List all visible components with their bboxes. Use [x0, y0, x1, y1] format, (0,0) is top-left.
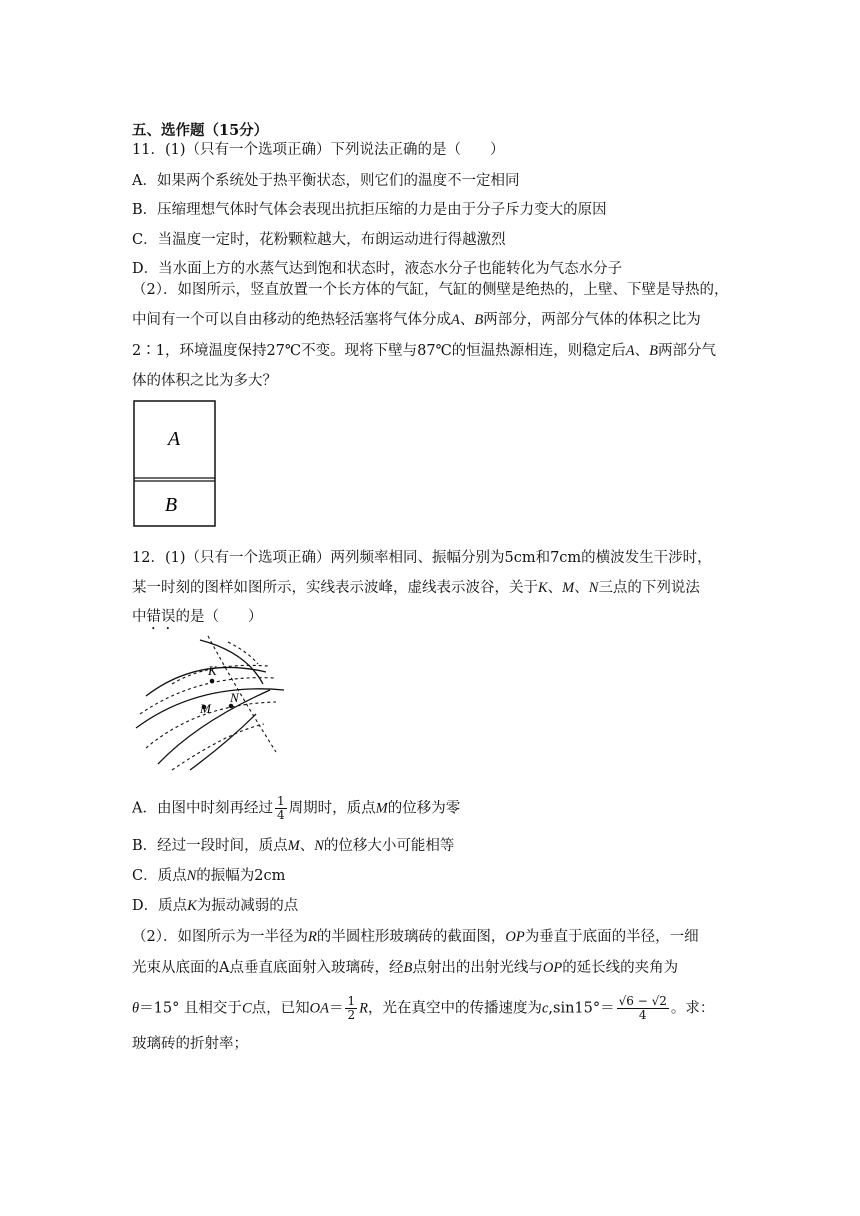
q12-option-d: D．质点K为振动减弱的点 [132, 898, 299, 914]
label-m: M [200, 701, 211, 716]
q12-part2-line1: （2）．如图所示为一半径为R的半圆柱形玻璃砖的截面图，OP为垂直于底面的半径，一细 [132, 929, 699, 945]
gas-a-label: A [167, 428, 181, 450]
q11-option-d: D．当水面上方的水蒸气达到饱和状态时，液态水分子也能转化为气态水分子 [132, 261, 623, 277]
q12-option-c: C．质点N的振幅为2cm [132, 868, 286, 884]
q11-option-c: C．当温度一定时，花粉颗粒越大，布朗运动进行得越激烈 [132, 232, 506, 248]
q12-part2-line4: 玻璃砖的折射率； [132, 1036, 248, 1052]
fraction-half: $\frac{1}{2}$ [347, 994, 356, 1022]
q12-part2-line2: 光束从底面的A点垂直底面射入玻璃砖，经B点射出的出射光线与OP的延长线的夹角为 [132, 960, 679, 976]
q11-stem: 11．(1)（只有一个选项正确）下列说法正确的是（ ） [132, 142, 505, 158]
point-k [210, 679, 215, 684]
q11-option-a: A．如果两个系统处于热平衡状态，则它们的温度不一定相同 [132, 173, 520, 189]
q12-stem-line1: 12．(1)（只有一个选项正确）两列频率相同、振幅分别为5cm和7cm的横波发生干涉时， [132, 550, 712, 566]
fraction-sin15: $\frac{√6 - √2}{4}$ [618, 994, 667, 1022]
fraction-quarter: $\frac{1}{4}$ [276, 794, 285, 822]
q12-stem-line3: 中错误的是（ ） [132, 609, 263, 625]
q11-part2-line3: 2∶1，环境温度保持27℃不变。现将下壁与87℃的恒温热源相连，则稳定后A、B两部分气 [132, 343, 717, 359]
label-n: N [230, 690, 239, 705]
label-k: K [208, 663, 217, 678]
emphasized-word: 错误 [146, 609, 176, 625]
q12-part2-line3: θ＝15° 且相交于C点，已知OA＝ $\frac{1}{2}$ R，光在真空中的传播速度为c,sin15°＝ $\frac{√6 - √2}{4}$ 。求： [132, 994, 715, 1022]
q11-part2-line1: （2）．如图所示，竖直放置一个长方体的气缸，气缸的侧壁是绝热的，上壁、下壁是导热的， [132, 282, 729, 298]
q11-part2-line4: 体的体积之比为多大？ [132, 373, 277, 389]
q12-option-b: B．经过一段时间，质点M、N的位移大小可能相等 [132, 838, 455, 854]
q11-option-b: B．压缩理想气体时气体会表现出抗拒压缩的力是由于分子斥力变大的原因 [132, 202, 607, 218]
section-title: 五、选作题（15分） [132, 122, 269, 139]
interference-figure [128, 632, 288, 774]
cylinder-figure [133, 400, 217, 528]
q11-part2-line2: 中间有一个可以自由移动的绝热轻活塞将气体分成A、B两部分，两部分气体的体积之比为 [132, 312, 701, 328]
q12-option-a: A．由图中时刻再经过 $\frac{1}{4}$ 周期时，质点M的位移为零 [132, 794, 461, 822]
gas-b-label: B [164, 494, 178, 516]
q12-stem-line2: 某一时刻的图样如图所示，实线表示波峰，虚线表示波谷，关于K、M、N三点的下列说法 [132, 580, 700, 596]
